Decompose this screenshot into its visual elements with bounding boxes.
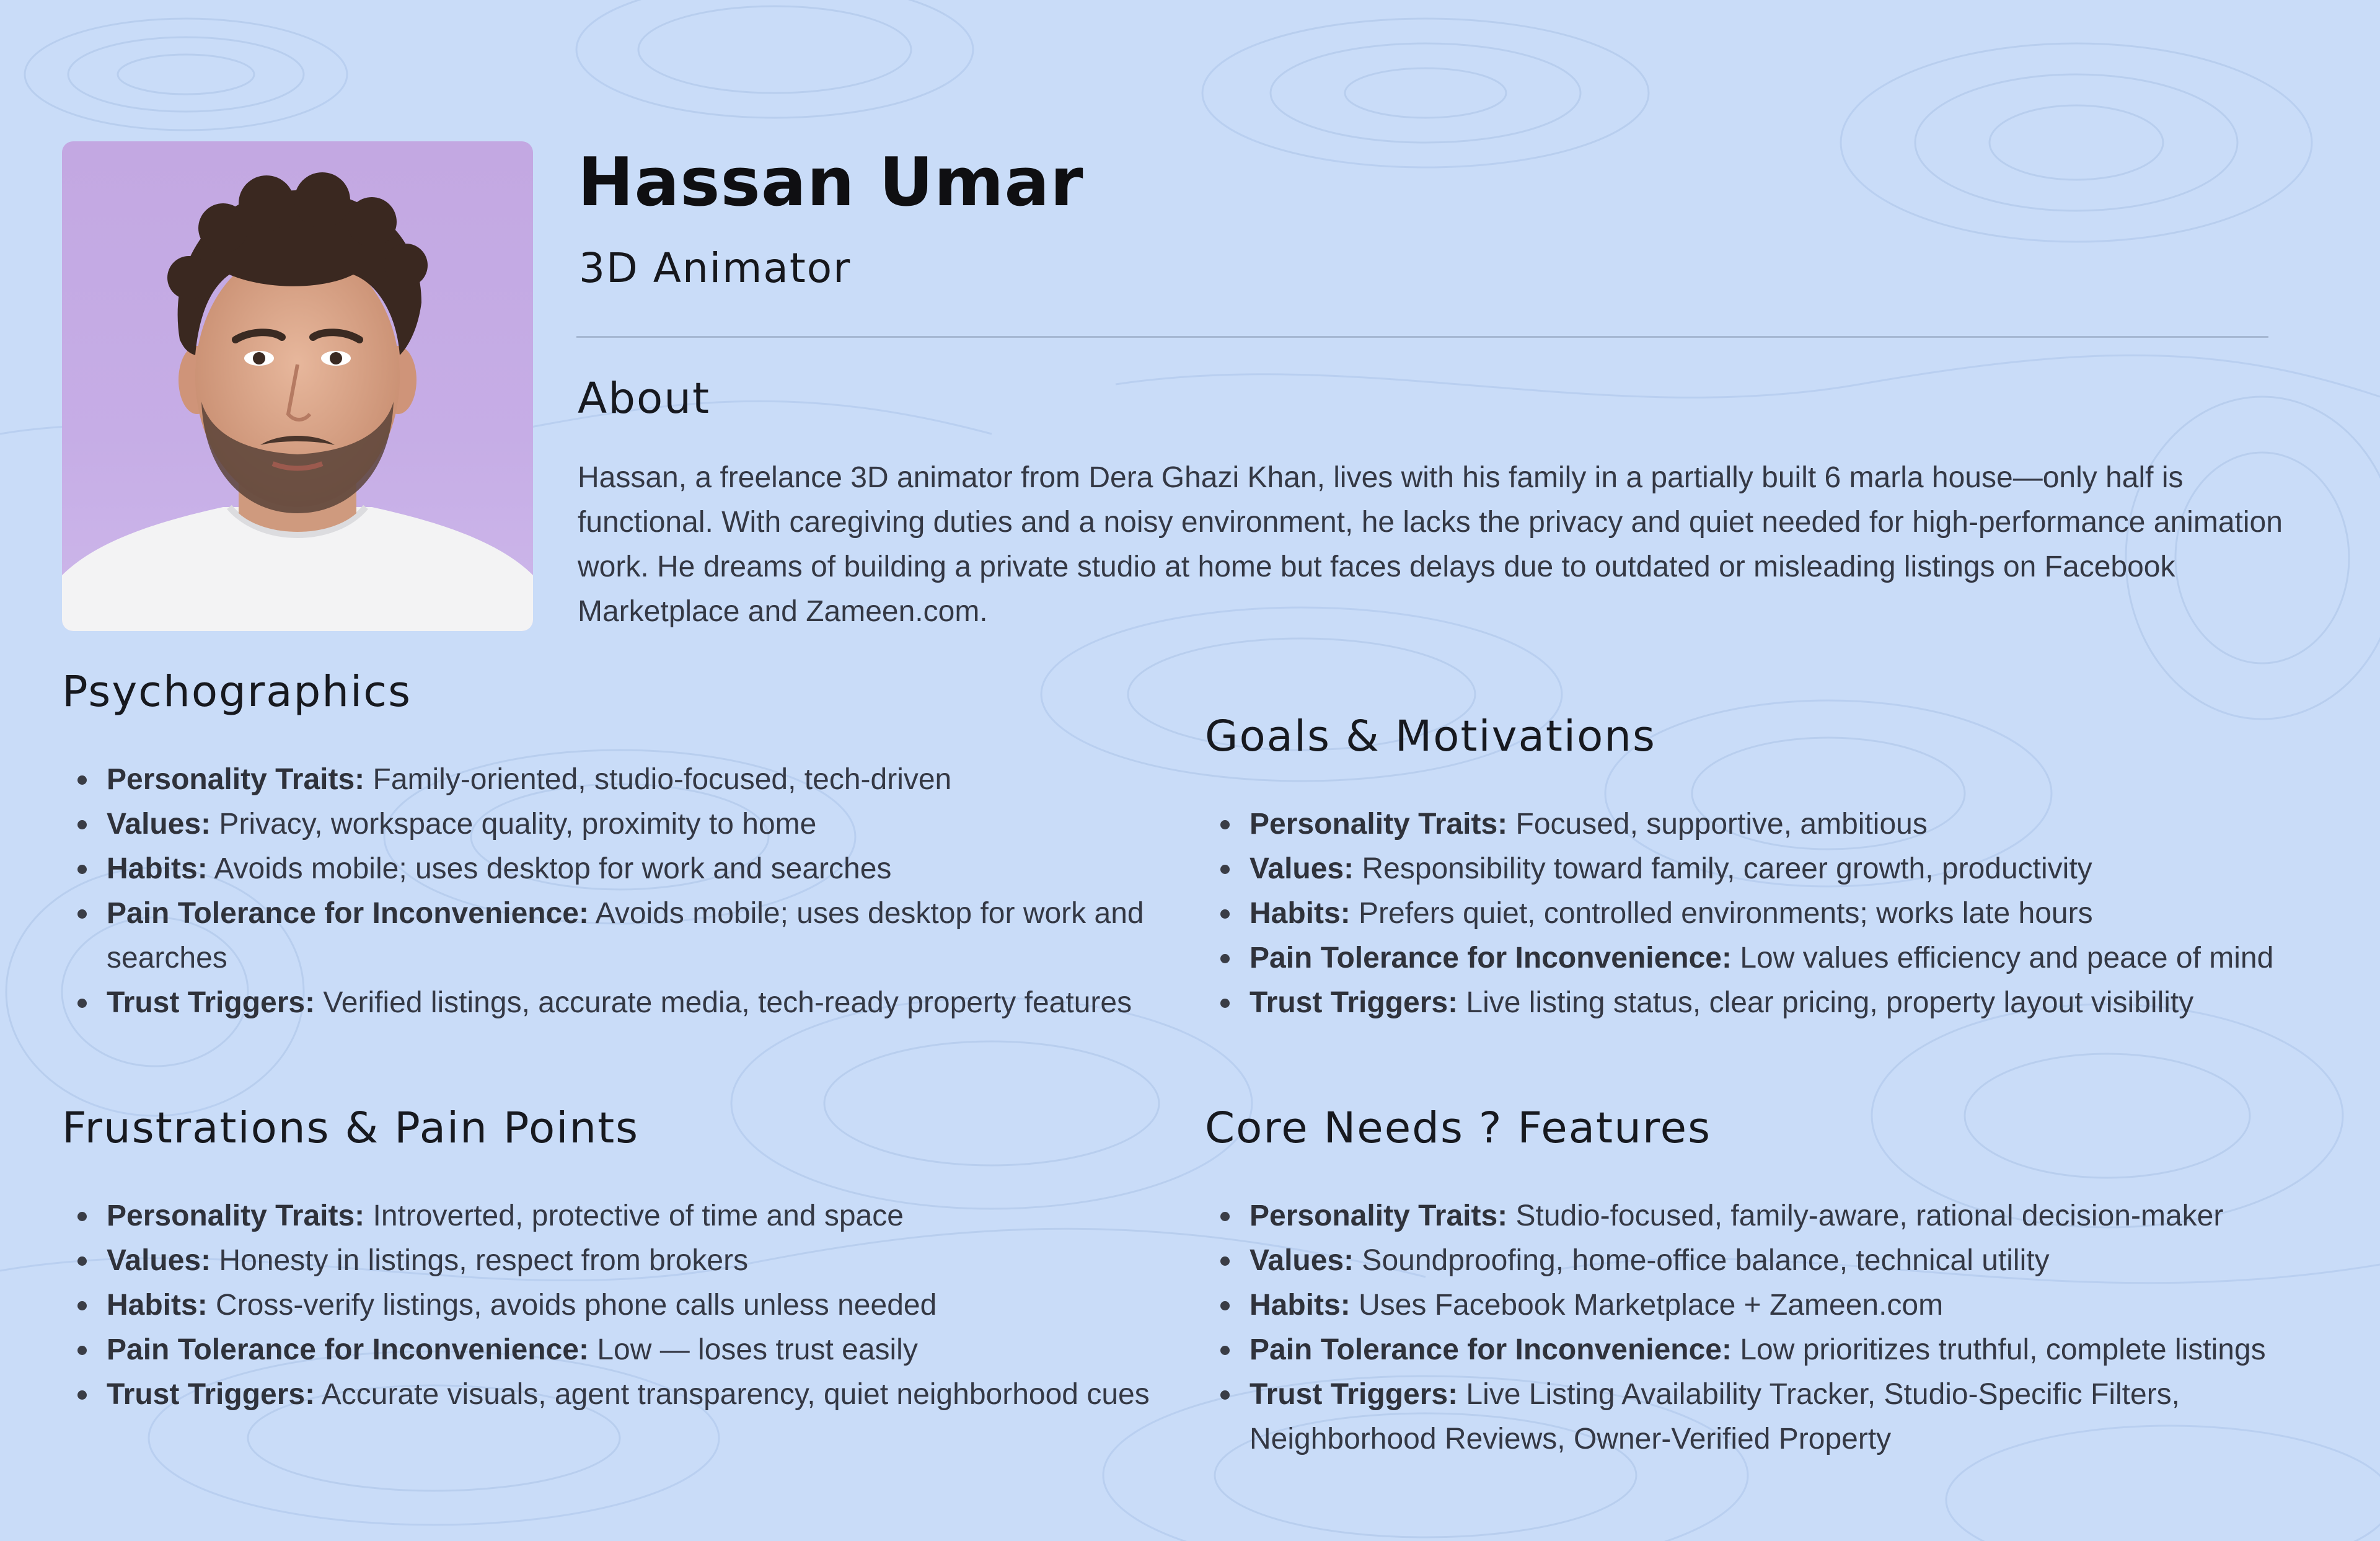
psychographics-list	[62, 757, 1153, 1025]
list-item: Personality Traits: Family-oriented, studio-focused, tech-driven	[62, 757, 1153, 802]
list-item: Trust Triggers: Accurate visuals, agent transparency, quiet neighborhood cues	[62, 1372, 1153, 1417]
list-item: Values: Privacy, workspace quality, proximity to home	[62, 802, 1153, 847]
list-item: Habits: Uses Facebook Marketplace + Zameen.com	[1205, 1283, 2333, 1328]
list-item: Values: Honesty in listings, respect from brokers	[62, 1239, 1153, 1283]
list-item: Trust Triggers: Verified listings, accurate media, tech-ready property features	[62, 981, 1153, 1025]
bullet-icon	[1220, 1256, 1230, 1266]
needs-list	[1205, 1194, 2333, 1462]
persona-name: Hassan Umar	[578, 144, 1084, 221]
bullet-icon	[77, 1346, 87, 1355]
list-item: Personality Traits: Introverted, protective of time and space	[62, 1194, 1153, 1239]
bullet-icon	[1220, 1390, 1230, 1400]
bullet-icon	[77, 775, 87, 785]
bullet-icon	[1220, 865, 1230, 874]
bullet-icon	[77, 865, 87, 874]
list-item: Trust Triggers: Live listing status, clear pricing, property layout visibility	[1205, 981, 2333, 1025]
bullet-icon	[77, 820, 87, 829]
persona-role: 3D Animator	[579, 244, 852, 292]
goals-heading: Goals & Motivations	[1205, 712, 1656, 761]
bullet-icon	[77, 909, 87, 919]
list-item: Habits: Cross-verify listings, avoids phone calls unless needed	[62, 1283, 1153, 1328]
list-item: Values: Soundproofing, home-office balance, technical utility	[1205, 1239, 2333, 1283]
needs-heading: Core Needs ? Features	[1205, 1103, 1712, 1153]
bullet-icon	[1220, 820, 1230, 829]
bullet-icon	[77, 1301, 87, 1310]
profile-photo	[62, 141, 533, 631]
list-item: Personality Traits: Studio-focused, family-aware, rational decision-maker	[1205, 1194, 2333, 1239]
header-divider	[576, 336, 2268, 338]
list-item: Values: Responsibility toward family, career growth, productivity	[1205, 847, 2333, 891]
goals-list	[1205, 802, 2333, 1025]
list-item: Pain Tolerance for Inconvenience: Low — loses trust easily	[62, 1328, 1153, 1372]
list-item: Pain Tolerance for Inconvenience: Avoids mobile; uses desktop for work and searches	[62, 891, 1153, 981]
bullet-icon	[77, 1390, 87, 1400]
psychographics-heading: Psychographics	[62, 667, 412, 717]
bullet-icon	[77, 999, 87, 1008]
bullet-icon	[1220, 954, 1230, 963]
bullet-icon	[1220, 909, 1230, 919]
portrait-illustration	[62, 141, 533, 631]
about-paragraph: Hassan, a freelance 3D animator from Dera Ghazi Khan, lives with his family in a partially built 6 marla house—only half is functional. With caregiving duties and a noisy environment, he lacks the privacy and quiet needed for high-performance animation work. He dreams of building a private studio at home but faces delays due to outdated or misleading listings on Facebook Marketplace and Zameen.com.	[578, 461, 2283, 628]
frustrations-list	[62, 1194, 1153, 1417]
bullet-icon	[1220, 1212, 1230, 1221]
list-item: Trust Triggers: Live Listing Availability Tracker, Studio-Specific Filters, Neighborhood Reviews, Owner-Verified Property	[1205, 1372, 2333, 1462]
list-item: Habits: Prefers quiet, controlled environments; works late hours	[1205, 891, 2333, 936]
about-heading: About	[578, 374, 711, 423]
list-item: Habits: Avoids mobile; uses desktop for work and searches	[62, 847, 1153, 891]
bullet-icon	[1220, 1301, 1230, 1310]
list-item: Personality Traits: Focused, supportive, ambitious	[1205, 802, 2333, 847]
bullet-icon	[1220, 1346, 1230, 1355]
bullet-icon	[77, 1212, 87, 1221]
list-item: Pain Tolerance for Inconvenience: Low values efficiency and peace of mind	[1205, 936, 2333, 981]
list-item: Pain Tolerance for Inconvenience: Low prioritizes truthful, complete listings	[1205, 1328, 2333, 1372]
bullet-icon	[77, 1256, 87, 1266]
bullet-icon	[1220, 999, 1230, 1008]
frustrations-heading: Frustrations & Pain Points	[62, 1103, 640, 1153]
